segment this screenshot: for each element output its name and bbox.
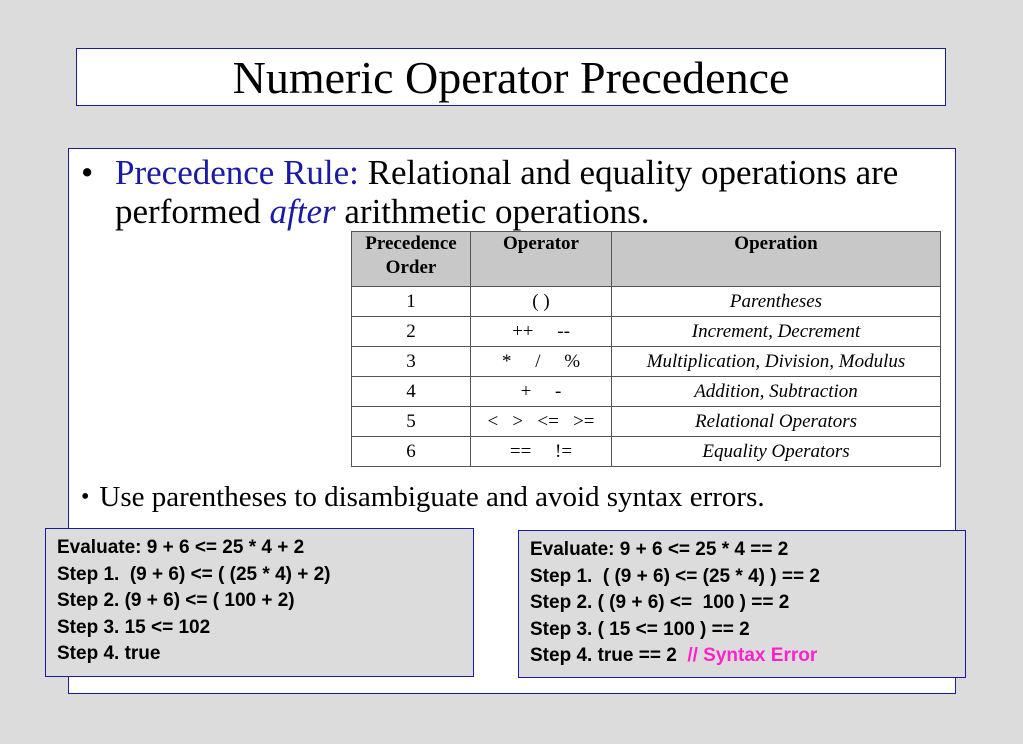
cell-operator: + -: [471, 377, 612, 407]
slide-title-text: Numeric Operator Precedence: [232, 51, 790, 103]
evaluation-example-valid: [45, 528, 474, 677]
slide-title: [76, 48, 946, 106]
table-row: [352, 377, 941, 407]
precedence-rule-label: Precedence Rule:: [115, 153, 359, 192]
cell-operator: ++ --: [471, 317, 612, 347]
header-operation: Operation: [612, 232, 941, 287]
table-header-row: [352, 232, 941, 287]
bullet-marker: •: [81, 484, 90, 510]
cell-operation: Parentheses: [612, 287, 941, 317]
cell-order: 4: [352, 377, 471, 407]
cell-order: 6: [352, 437, 471, 467]
table-row: [352, 347, 941, 377]
precedence-rule-text: [115, 153, 941, 231]
bullet-marker: •: [81, 153, 94, 192]
table-row: [352, 437, 941, 467]
cell-operator: * / %: [471, 347, 612, 377]
cell-operator: == !=: [471, 437, 612, 467]
parentheses-bullet: [81, 481, 765, 514]
header-operator: Operator: [471, 232, 612, 287]
cell-operation: Relational Operators: [612, 407, 941, 437]
eval-line-final: [530, 643, 965, 670]
table-row: [352, 287, 941, 317]
eval-line: Step 3. 15 <= 102: [57, 616, 211, 638]
syntax-error-comment: // Syntax Error: [687, 645, 818, 666]
cell-operation: Equality Operators: [612, 437, 941, 467]
cell-operator: < > <= >=: [471, 407, 612, 437]
eval-line: Step 1. ( (9 + 6) <= (25 * 4) ) == 2: [530, 565, 820, 587]
eval-line: Evaluate: 9 + 6 <= 25 * 4 + 2: [57, 537, 305, 558]
eval-line: Step 4. true: [57, 643, 161, 664]
rule-text-before: Relational and equality operations are performed: [115, 153, 899, 231]
table-row: [352, 407, 941, 437]
precedence-table: [351, 231, 941, 467]
header-order-line1: Precedence: [365, 233, 457, 254]
cell-operation: Addition, Subtraction: [612, 377, 941, 407]
table-row: [352, 317, 941, 347]
eval-line: Step 1. (9 + 6) <= ( (25 * 4) + 2): [57, 563, 331, 585]
cell-operation: Multiplication, Division, Modulus: [612, 347, 941, 377]
parentheses-bullet-text: Use parentheses to disambiguate and avoid syntax errors.: [99, 481, 765, 513]
eval-line: Step 2. (9 + 6) <= ( 100 + 2): [57, 590, 295, 611]
evaluation-example-error: [518, 530, 966, 678]
cell-order: 2: [352, 317, 471, 347]
cell-operator: ( ): [471, 287, 612, 317]
cell-order: 1: [352, 287, 471, 317]
eval-line: Step 3. ( 15 <= 100 ) == 2: [530, 618, 750, 640]
cell-order: 5: [352, 407, 471, 437]
eval-line: Step 2. ( (9 + 6) <= 100 ) == 2: [530, 592, 790, 613]
header-order-line2: Order: [385, 257, 437, 278]
precedence-rule-bullet: [81, 153, 941, 231]
cell-order: 3: [352, 347, 471, 377]
rule-text-after: arithmetic operations.: [335, 192, 650, 231]
eval-final-step: Step 4. true == 2: [530, 645, 688, 666]
eval-line: Evaluate: 9 + 6 <= 25 * 4 == 2: [530, 539, 789, 560]
header-precedence-order: [352, 232, 471, 287]
rule-emphasis: after: [269, 192, 336, 231]
cell-operation: Increment, Decrement: [612, 317, 941, 347]
